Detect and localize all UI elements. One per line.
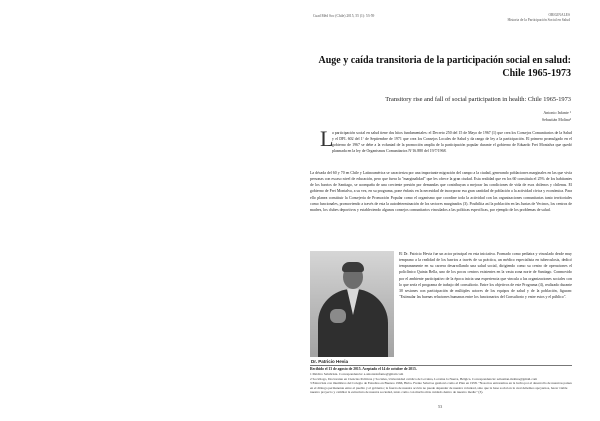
running-title: Historia de la Participación Social en Salud [507, 17, 570, 22]
section-label: ORIGINALES [548, 13, 570, 17]
photo-figure-hair [342, 262, 364, 272]
footnote-3: 3 Entrevista con miembros del Colegio de Estudios en Buenos 1966, Hubo. Frente Salud se gestionó como el Plan en 1958. "Nosotros entraremos en la lucha por el desarrollo de nuestros países en el diálogo permanente entre el pueblo y el gobierno; la fuerza de nuestra acción no puede depender de nuestra voluntad, sino que la base social en la cual debemos apoyarnos, hacer viable nuestro proyecto y cambiar la estructura de nuestra sociedad, tanto como con mucho más cuidado dentro de nuestro medio" (3). [310, 381, 572, 394]
paragraph-context: La década del 60 y 70 en Chile y Latinoamérica se caracteriza por una importante migración del campo a la ciudad, generando poblaciones marginales en las que vivía personas con escaso nivel de educación, pero que fuera la "marginalidad" que les ofrece la gran ciudad. Esta realidad que en los 60 constituía el 25% de los habitantes de los barrios de Santiago, se acompaña de una creciente presión por demandas que contribuyan a mejorar las condiciones de vida de esos chilenos y chilenas. El gobierno de Frei Montalva, a su vez, en su programa, pone énfasis en la necesidad de incorporar esa gran cantidad de población a la actividad cívica y económica. Para ello planea constituir la Consejería de Promoción Popular como el organismo que coordine toda la actividad con las organizaciones comunitarias tanto territoriales como funcionales, promoviendo a través de esta la autodeterminación de los sectores marginados (3). Posibilita así la población en las Juntas de Vecinos, los centros de madres, los clubes deportivos y estableciendo algunos consejos comunitarios vinculados a las políticas específicas, por ejemplo de los problemas de salud. [310, 171, 572, 212]
photo-figure-hand [330, 309, 346, 323]
footnote-2: 2 Sociólogo, Doctorante en Ciencias Políticas y Sociales, Universidad católica de Lovaina, Lovaina la Nueva, Bélgica. Correspondencia: sebastian.molina@gmail.com [310, 376, 538, 381]
footnotes [310, 372, 572, 395]
article-title: Auge y caída transitoria de la participación social en salud: Chile 1965-1973 [318, 55, 571, 79]
footnote-divider [310, 365, 572, 366]
paragraph-intro: a participación social en salud tiene dos hitos fundamentales: el Decreto 250 del 15 de Mayo de 1967 (1) que crea los Consejos Comunitarios de la Salud y el DFL 602 del 1º de Septiembre de 1971 que crea los Consejos Locales de Salud y da rango de ley a la participación. El primero promulgado en el gobierno de 1967 se debe a la voluntad de la promoción amplia de la participación popular durante el gobierno de Eduardo Frei Montalva que quedó plasmada en la ley de Organismos Comunitarios Nº16.880 del 19/7/1968. [332, 131, 572, 154]
footnote-1: 1 Médico Salubrista. Correspondencia: a.antonioinfante@gmail.com [310, 372, 404, 376]
portrait-photo [310, 251, 394, 357]
running-header [508, 13, 570, 22]
author-list [542, 110, 571, 123]
photo-caption: Dr. Patricio Hevia [311, 359, 349, 364]
author-2: Sebastián Molina² [541, 116, 571, 122]
drop-cap: L [320, 126, 334, 151]
journal-citation: Cuad Méd Soc (Chile) 2015, 55 (1): 53-59 [313, 14, 375, 18]
paragraph-hevia: El Dr. Patricio Hevia fue un actor principal en esta iniciativa. Formado como pediatra y vinculado desde muy temprano a la realidad de los barrios a través de su práctica, un médico especialista en tuberculosis, dedicó tempranamente en su carrera desarrollando una salud social, dirigiendo como su centro de operaciones el policlínico Quinta Bella, uno de los pocos centros existentes en la vasta zona norte de Santiago. Conmovido por el ambiente participativo de la época inicia una experiencia que vincula a las organizaciones sociales con lo que sería el programa de trabajo del consultorio. Entre los objetivos de este Programa (4), realizado durante 30 sesiones con participación de múltiples actores de los equipos de salud y de la población, figuran: "Estimular las buenas relaciones humanas entre los funcionarios del Consultorio y entre estos y el público". [399, 252, 572, 300]
author-1: Antonio Infante ¹ [543, 110, 571, 115]
page-number: 53 [438, 404, 443, 409]
article-subtitle: Transitory rise and fall of social participation in health: Chile 1965-1973 [385, 96, 571, 103]
received-date: Recibido el 13 de agosto de 2015. Aceptado el 14 de octubre de 2015. [310, 367, 417, 371]
